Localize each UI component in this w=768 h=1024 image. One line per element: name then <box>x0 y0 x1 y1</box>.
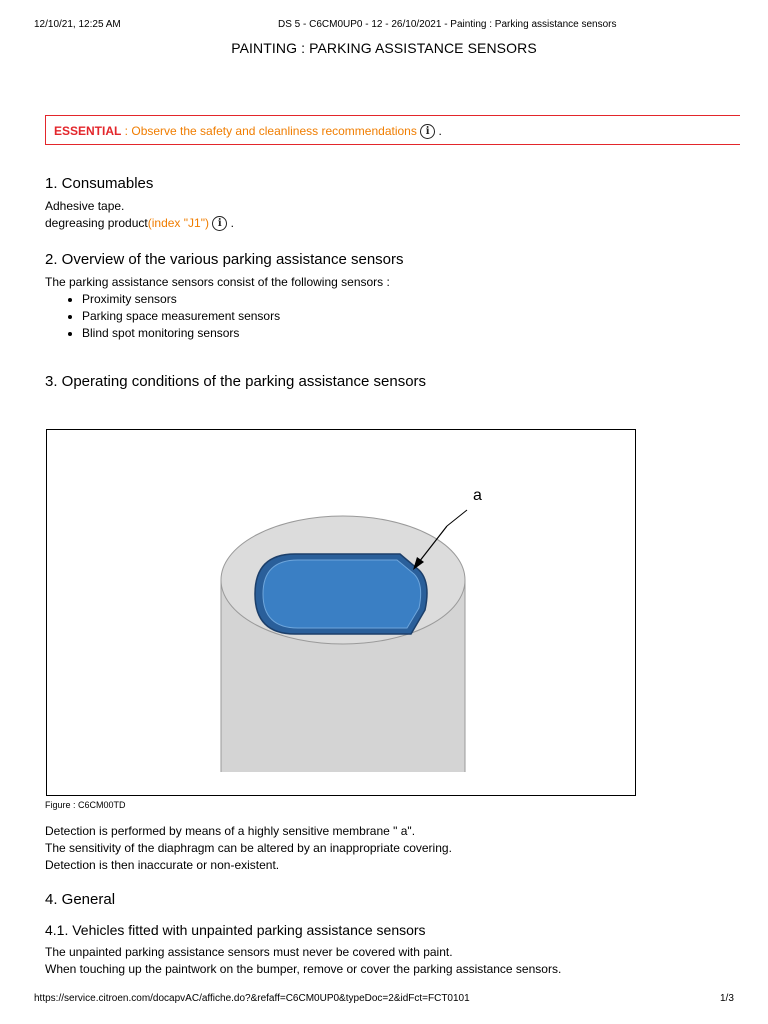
consumable-degreasing-label: degreasing product <box>45 216 148 230</box>
section-title-overview: 2. Overview of the various parking assistance sensors <box>45 251 404 268</box>
essential-link[interactable]: Observe the safety and cleanliness recommendations <box>131 124 417 138</box>
print-datetime: 12/10/21, 12:25 AM <box>34 19 121 30</box>
unpainted-text-2: When touching up the paintwork on the bumper, remove or cover the parking assistance sensors. <box>45 962 562 976</box>
figure-label-a: a <box>473 487 482 504</box>
page-url: https://service.citroen.com/docapvAC/affiche.do?&refaff=C6CM0UP0&typeDoc=2&idFct=FCT0101 <box>34 993 470 1004</box>
leader-line-1 <box>447 510 467 526</box>
index-j1-link[interactable]: (index "J1") <box>147 216 209 230</box>
page-title: PAINTING : PARKING ASSISTANCE SENSORS <box>231 40 537 56</box>
subsection-title-unpainted: 4.1. Vehicles fitted with unpainted parking assistance sensors <box>45 922 426 938</box>
overview-intro: The parking assistance sensors consist of the following sensors : <box>45 275 390 289</box>
figure-caption: Figure : C6CM00TD <box>45 800 126 810</box>
essential-notice <box>45 115 740 145</box>
list-item: • Blind spot monitoring sensors <box>82 325 280 342</box>
degreasing-end: . <box>227 216 234 230</box>
sensor-figure <box>46 429 636 796</box>
sensor-illustration <box>47 430 635 795</box>
page-number: 1/3 <box>720 993 734 1004</box>
list-item: • Parking space measurement sensors <box>82 308 280 325</box>
consumable-degreasing-product <box>45 215 234 232</box>
essential-label: ESSENTIAL <box>54 124 122 138</box>
section-title-general: 4. General <box>45 891 116 908</box>
print-doc-title: DS 5 - C6CM0UP0 - 12 - 26/10/2021 - Painting : Parking assistance sensors <box>278 19 617 30</box>
info-icon[interactable]: i <box>212 216 227 231</box>
consumable-adhesive-tape: Adhesive tape. <box>45 199 125 213</box>
detection-text-1: Detection is performed by means of a highly sensitive membrane " a". <box>45 824 416 838</box>
sensor-list <box>45 291 280 342</box>
membrane-a <box>263 560 421 628</box>
unpainted-text-1: The unpainted parking assistance sensors must never be covered with paint. <box>45 945 453 959</box>
info-icon[interactable]: i <box>420 124 435 139</box>
section-title-consumables: 1. Consumables <box>45 175 154 192</box>
detection-text-2: The sensitivity of the diaphragm can be altered by an inappropriate covering. <box>45 841 452 855</box>
section-title-operating-conditions: 3. Operating conditions of the parking assistance sensors <box>45 373 427 390</box>
list-item: • Proximity sensors <box>82 291 280 308</box>
detection-text-3: Detection is then inaccurate or non-existent. <box>45 858 280 872</box>
essential-end: . <box>435 124 442 138</box>
essential-separator: : <box>121 124 132 138</box>
